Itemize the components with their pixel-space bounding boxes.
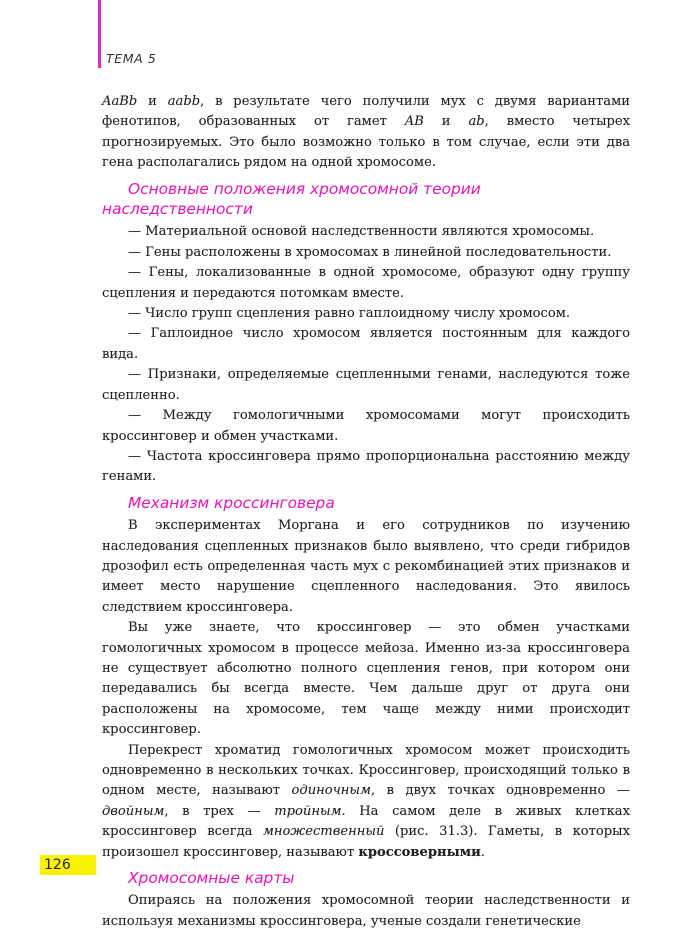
chapter-header: ТЕМА 5 — [106, 51, 157, 66]
section-heading-crossing-over: Механизм кроссинговера — [128, 493, 335, 512]
term-multiple: множественный — [262, 824, 385, 840]
section-heading-chromosome-theory: Основные положения хромосомной теории наследственности — [102, 179, 481, 219]
intro-paragraph — [102, 92, 630, 174]
p3-text-a: Перекрест хроматид гомологичных хромосом может происходить одновременно в нескольких точках. Кроссинговер, происходящий только в одном месте, называют — [102, 742, 630, 799]
theory-item: — Частота кроссинговера прямо пропорциональна расстоянию между генами. — [102, 448, 630, 485]
crossing-over-paragraph-3 — [102, 741, 630, 863]
p3-text-c: , в двух точках одновременно — — [370, 783, 630, 799]
p3-text-g: . На самом деле в живых клетках кроссинговер всегда — [102, 803, 630, 840]
theory-item: — Гены, локализованные в одной хромосоме, образуют одну группу сцепления и передаются потомкам вместе. — [102, 265, 630, 301]
p3-text-k: . — [480, 844, 485, 860]
term-triple: тройным — [274, 803, 342, 819]
crossing-over-paragraph-1: В экспериментах Моргана и его сотрудников по изучению наследования сцепленных признаков было выявлено, что среди гибридов дрозофил есть определенная часть мух с рекомбинацией этих признаков и имеет место нарушение сцепленного наследования. Это явилось следствием кроссинговера. — [102, 518, 630, 615]
term-single: одиночным — [291, 783, 371, 799]
theory-item: — Гены расположены в хромосомах в линейной последовательности. — [128, 244, 612, 260]
header-accent-bar — [98, 0, 101, 68]
theory-item: — Признаки, определяемые сцепленными генами, наследуются тоже сцепленно. — [102, 367, 630, 403]
crossing-over-paragraph-2: Вы уже знаете, что кроссинговер — это обмен участками гомологичных хромосом в процессе мейоза. Именно из-за кроссинговера не существует абсолютно полного сцепления генов, при котором они передавались бы всегда вместе. Чем дальше друг от друга они расположены на хромосоме, тем чаще между ними происходит кроссинговер. — [102, 620, 630, 738]
theory-item: — Материальной основой наследственности являются хромосомы. — [128, 224, 595, 240]
p3-text-i: (рис. 31.3). Гаметы, в которых произошел кроссинговер, называют — [102, 824, 630, 860]
gamete-ab-dominant: AB — [404, 114, 424, 130]
page-number-badge: 126 — [40, 855, 96, 875]
page-content — [102, 92, 630, 932]
gamete-ab-recessive: ab — [468, 114, 485, 130]
intro-text-1: и — [137, 94, 168, 109]
intro-text-3: и — [423, 114, 469, 130]
intro-text-4: , вместо четырех прогнозируемых. Это было возможно только в том случае, если эти два гена располагались рядом на одной хромосоме. — [102, 114, 631, 171]
theory-item: — Гаплоидное число хромосом является постоянным для каждого вида. — [102, 326, 630, 362]
p3-text-e: , в трех — — [164, 803, 275, 819]
term-double: двойным — [102, 803, 165, 819]
theory-item: — Между гомологичными хромосомами могут происходить кроссинговер и обмен участками. — [102, 408, 630, 444]
genotype-aabb-dominant: AaBb — [102, 94, 138, 109]
term-crossover: кроссоверными — [358, 844, 481, 860]
genotype-aabb-recessive: aabb — [167, 94, 201, 109]
maps-paragraph-1: Опираясь на положения хромосомной теории наследственности и используя механизмы кроссинговера, ученые создали генетические — [102, 893, 630, 929]
intro-text-2: , в результате чего получили мух с двумя вариантами фенотипов, образованных от гамет — [102, 94, 630, 130]
theory-item: — Число групп сцепления равно гаплоидному числу хромосом. — [128, 306, 571, 322]
section-heading-chromosome-maps: Хромосомные карты — [128, 869, 295, 888]
